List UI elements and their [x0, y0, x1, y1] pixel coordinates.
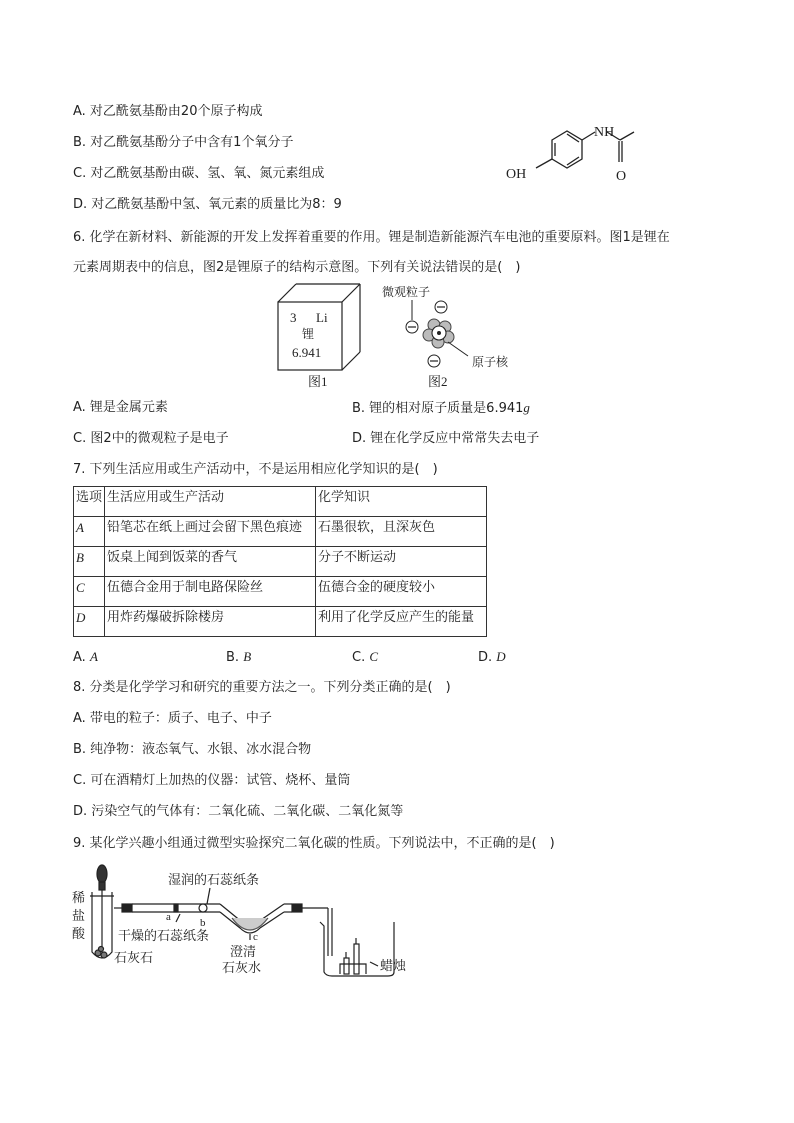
fig2-caption: 图2: [428, 374, 448, 389]
o-label: O: [616, 169, 627, 184]
table-cell: 利用了化学反应产生的能量: [316, 607, 487, 637]
q7-option-b: [226, 647, 251, 668]
limestone-label: 石灰石: [114, 950, 154, 965]
table-header-row: [74, 487, 487, 517]
q7-option-d-value: D: [496, 649, 506, 664]
limewater-label-2: 石灰水: [222, 960, 262, 975]
q7-table: [73, 486, 487, 637]
candle-label: 蜡烛: [380, 958, 407, 973]
q8-option-a: A. 带电的粒子：质子、电子、中子: [73, 711, 272, 726]
element-name: 锂: [302, 327, 315, 341]
acid-label-1: 稀: [72, 890, 86, 905]
wet-paper-label: 湿润的石蕊纸条: [168, 872, 260, 887]
acetaminophen-structure: [500, 118, 640, 188]
table-cell: 分子不断运动: [316, 547, 487, 577]
limewater-label-1: 澄清: [230, 944, 257, 959]
lithium-atom-structure: [382, 282, 532, 392]
q5-option-c: C. 对乙酰氨基酚由碳、氢、氧、氮元素组成: [73, 166, 325, 181]
table-cell: 用炸药爆破拆除楼房: [105, 607, 316, 637]
q5-option-d: D. 对乙酰氨基酚中氢、氧元素的质量比为8：9: [73, 197, 342, 212]
table-cell: 石墨很软，且深灰色: [316, 517, 487, 547]
table-row: [74, 607, 487, 637]
q7-option-a-value: A: [89, 649, 98, 664]
fig1-caption: 图1: [308, 374, 328, 389]
q6-option-b: [352, 398, 530, 419]
q6-option-b-text: B. 锂的相对原子质量是6.941: [352, 401, 524, 416]
q5-option-a: A. 对乙酰氨基酚由20个原子构成: [73, 104, 263, 119]
nucleus-label: 原子核: [472, 355, 509, 369]
table-cell: D: [74, 607, 105, 637]
oh-label: OH: [506, 167, 527, 182]
dry-paper-label: 干燥的石蕊纸条: [118, 928, 210, 943]
q5-option-b: B. 对乙酰氨基酚分子中含有1个氧分子: [73, 135, 294, 150]
q6-stem-line2: 元素周期表中的信息，图2是锂原子的结构示意图。下列有关说法错误的是( ): [73, 260, 521, 275]
label-b: b: [200, 917, 206, 929]
q7-option-a: [73, 647, 98, 668]
q7-option-d: [478, 647, 506, 668]
lithium-periodic-cell: [276, 282, 366, 392]
table-cell: A: [74, 517, 105, 547]
q7-option-d-prefix: D.: [478, 650, 493, 665]
acid-label-3: 酸: [72, 926, 86, 941]
element-symbol: Li: [316, 310, 328, 325]
q7-stem: 7. 下列生活应用或生产活动中，不是运用相应化学知识的是( ): [73, 462, 438, 477]
header-cell: 选项: [74, 487, 105, 517]
table-cell: 饭桌上闻到饭菜的香气: [105, 547, 316, 577]
q6-option-c: C. 图2中的微观粒子是电子: [73, 431, 229, 446]
nh-label: NH: [594, 125, 615, 140]
table-cell: 伍德合金的硬度较小: [316, 577, 487, 607]
q6-stem-line1: 6. 化学在新材料、新能源的开发上发挥着重要的作用。锂是制造新能源汽车电池的重要原料。图1是锂在: [73, 230, 670, 245]
q6-option-d: D. 锂在化学反应中常常失去电子: [352, 431, 540, 446]
q9-stem: 9. 某化学兴趣小组通过微型实验探究二氧化碳的性质。下列说法中，不正确的是( ): [73, 836, 555, 851]
table-cell: 铅笔芯在纸上画过会留下黑色痕迹: [105, 517, 316, 547]
table-row: [74, 517, 487, 547]
q8-option-b: B. 纯净物：液态氧气、水银、冰水混合物: [73, 742, 312, 757]
particle-label: 微观粒子: [382, 285, 431, 299]
q7-option-b-value: B: [243, 649, 252, 664]
q7-option-c: [352, 647, 378, 668]
label-a: a: [166, 911, 171, 923]
q7-option-a-prefix: A.: [73, 650, 86, 665]
co2-micro-experiment-diagram: [70, 860, 420, 985]
table-cell: C: [74, 577, 105, 607]
header-cell: 化学知识: [316, 487, 487, 517]
table-row: [74, 577, 487, 607]
q7-option-b-prefix: B.: [226, 650, 240, 665]
q8-stem: 8. 分类是化学学习和研究的重要方法之一。下列分类正确的是( ): [73, 680, 451, 695]
table-cell: 伍德合金用于制电路保险丝: [105, 577, 316, 607]
table-cell: B: [74, 547, 105, 577]
header-cell: 生活应用或生产活动: [105, 487, 316, 517]
table-row: [74, 547, 487, 577]
atomic-number: 3: [290, 310, 297, 325]
q7-option-c-prefix: C.: [352, 650, 366, 665]
q8-option-c: C. 可在酒精灯上加热的仪器：试管、烧杯、量筒: [73, 773, 351, 788]
label-c: c: [253, 931, 258, 943]
acid-label-2: 盐: [72, 908, 86, 923]
q6-option-b-unit: g: [523, 400, 530, 415]
q6-option-a: A. 锂是金属元素: [73, 400, 168, 415]
q8-option-d: D. 污染空气的气体有：二氧化硫、二氧化碳、二氧化氮等: [73, 804, 404, 819]
atomic-mass: 6.941: [292, 345, 322, 360]
q7-option-c-value: C: [369, 649, 379, 664]
